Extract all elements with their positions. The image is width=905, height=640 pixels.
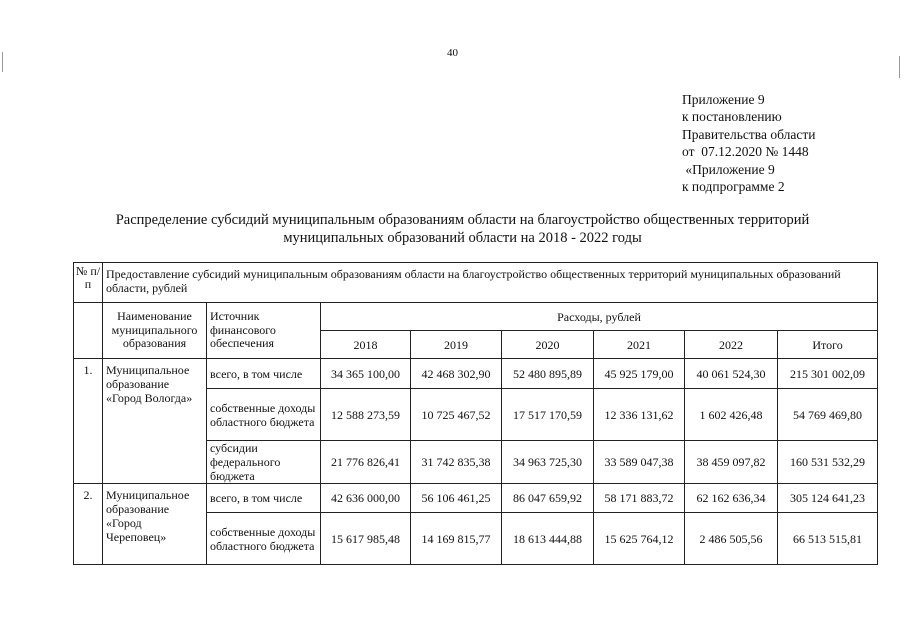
value-cell: 52 480 895,89 — [502, 359, 594, 389]
value-cell: 42 468 302,90 — [411, 359, 502, 389]
value-cell: 17 517 170,59 — [502, 389, 594, 441]
total-cell: 305 124 641,23 — [778, 484, 878, 513]
table-row — [74, 359, 878, 389]
header-name: Наименование муниципального образования — [103, 303, 207, 359]
header-year: 2022 — [685, 331, 778, 359]
value-cell: 18 613 444,88 — [502, 513, 594, 565]
title-line: муниципальных образований области на 2018 - 2022 годы — [283, 230, 642, 246]
value-cell: 34 963 725,30 — [502, 441, 594, 484]
row-number: 2. — [74, 484, 103, 565]
header-num: № п/п — [74, 263, 103, 303]
header-source: Источник финансового обеспечения — [207, 303, 321, 359]
header-num-empty — [74, 303, 103, 359]
header-year: 2019 — [411, 331, 502, 359]
total-cell: 66 513 515,81 — [778, 513, 878, 565]
value-cell: 1 602 426,48 — [685, 389, 778, 441]
source-cell: субсидии федерального бюджета — [207, 441, 321, 484]
source-cell: собственные доходы областного бюджета — [207, 513, 321, 565]
table-row — [74, 484, 878, 513]
header-total: Итого — [778, 331, 878, 359]
appendix-line: Приложение 9 — [682, 92, 765, 107]
source-cell: всего, в том числе — [207, 359, 321, 389]
header-year: 2020 — [502, 331, 594, 359]
appendix-line: от 07.12.2020 № 1448 — [682, 144, 809, 160]
value-cell: 58 171 883,72 — [594, 484, 685, 513]
value-cell: 21 776 826,41 — [321, 441, 411, 484]
appendix-line: к постановлению — [682, 109, 782, 125]
value-cell: 38 459 097,82 — [685, 441, 778, 484]
value-cell: 14 169 815,77 — [411, 513, 502, 565]
subsidy-table — [73, 262, 878, 565]
source-cell: всего, в том числе — [207, 484, 321, 513]
municipality-name: Муниципальное образование «Город Череповец» — [103, 484, 207, 565]
appendix-line: «Приложение 9 — [682, 161, 775, 177]
value-cell: 12 336 131,62 — [594, 389, 685, 441]
header-year: 2021 — [594, 331, 685, 359]
value-cell: 40 061 524,30 — [685, 359, 778, 389]
appendix-line: Правительства области — [682, 126, 816, 142]
page-number: 40 — [447, 47, 458, 59]
total-cell: 215 301 002,09 — [778, 359, 878, 389]
row-number: 1. — [74, 359, 103, 484]
table-caption: Предоставление субсидий муниципальным образованиям области на благоустройство общественных территорий муниципальных образований области, рублей — [103, 263, 878, 303]
appendix-block — [682, 91, 815, 195]
value-cell: 42 636 000,00 — [321, 484, 411, 513]
value-cell: 12 588 273,59 — [321, 389, 411, 441]
value-cell: 45 925 179,00 — [594, 359, 685, 389]
title-line: Распределение субсидий муниципальным образованиям области на благоустройство общественных территорий — [115, 212, 810, 228]
value-cell: 62 162 636,34 — [685, 484, 778, 513]
value-cell: 10 725 467,52 — [411, 389, 502, 441]
header-expenses: Расходы, рублей — [321, 303, 878, 331]
municipality-name: Муниципальное образование «Город Вологда» — [103, 359, 207, 484]
source-cell: собственные доходы областного бюджета — [207, 389, 321, 441]
value-cell: 33 589 047,38 — [594, 441, 685, 484]
value-cell: 86 047 659,92 — [502, 484, 594, 513]
value-cell: 15 625 764,12 — [594, 513, 685, 565]
scan-mark-right — [899, 56, 900, 78]
value-cell: 31 742 835,38 — [411, 441, 502, 484]
document-title — [60, 211, 865, 247]
value-cell: 15 617 985,48 — [321, 513, 411, 565]
appendix-line: к подпрограмме 2 — [682, 179, 785, 195]
header-year: 2018 — [321, 331, 411, 359]
value-cell: 34 365 100,00 — [321, 359, 411, 389]
value-cell: 56 106 461,25 — [411, 484, 502, 513]
total-cell: 54 769 469,80 — [778, 389, 878, 441]
value-cell: 2 486 505,56 — [685, 513, 778, 565]
total-cell: 160 531 532,29 — [778, 441, 878, 484]
